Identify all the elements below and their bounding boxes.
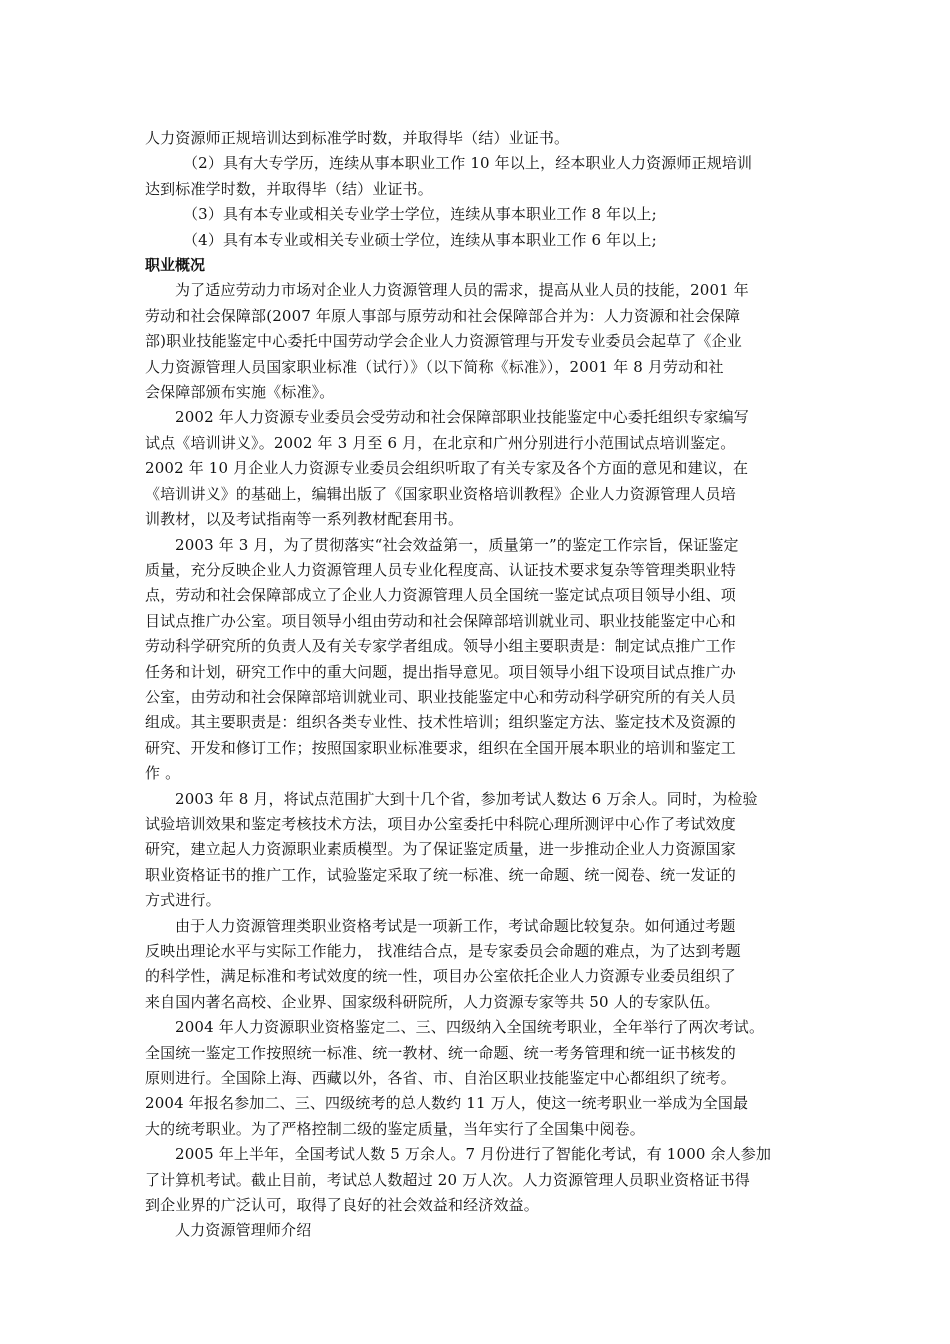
text-line: 达到标准学时数，并取得毕（结）业证书。 xyxy=(145,179,433,198)
text-line: 的科学性，满足标准和考试效度的统一性，项目办公室依托企业人力资源专业委员组织了 xyxy=(145,967,736,986)
text-line: 人力资源管理人员国家职业标准（试行）》（以下简称《标准》），2001 年 8 月劳动和社 xyxy=(145,357,724,376)
text-line: 劳动科学研究所的负责人及有关专家学者组成。领导小组主要职责是：制定试点推广工作 xyxy=(145,637,736,656)
text-line: 研究、开发和修订工作；按照国家职业标准要求，组织在全国开展本职业的培训和鉴定工 xyxy=(145,738,736,757)
text-line: 反映出理论水平与实际工作能力， 找准结合点，是专家委员会命题的难点，为了达到考题 xyxy=(145,942,741,960)
text-line: 2005 年上半年，全国考试人数 5 万余人。7 月份进行了智能化考试，有 1000 余人参加 xyxy=(175,1145,772,1164)
text-line: 组成。其主要职责是：组织各类专业性、技术性培训；组织鉴定方法、鉴定技术及资源的 xyxy=(145,713,736,732)
text-line: 研究，建立起人力资源职业素质模型。为了保证鉴定质量，进一步推动企业人力资源国家 xyxy=(145,840,736,859)
text-line: 点，劳动和社会保障部成立了企业人力资源管理人员全国统一鉴定试点项目领导小组、项 xyxy=(145,586,736,605)
text-line: （2）具有大专学历，连续从事本职业工作 10 年以上，经本职业人力资源师正规培训 xyxy=(183,154,753,173)
text-line: 人力资源师正规培训达到标准学时数，并取得毕（结）业证书。 xyxy=(145,129,570,147)
text-line: 2004 年报名参加二、三、四级统考的总人数约 11 万人，使这一统考职业一举成为全国最 xyxy=(145,1094,749,1113)
document-page xyxy=(145,126,810,1244)
text-line: 2004 年人力资源职业资格鉴定二、三、四级纳入全国统考职业，全年举行了两次考试。 xyxy=(175,1018,765,1037)
text-line: 方式进行。 xyxy=(145,891,221,910)
section-heading: 职业概况 xyxy=(145,256,206,275)
text-line: 试验培训效果和鉴定考核技术方法，项目办公室委托中科院心理所测评中心作了考试效度 xyxy=(145,814,736,833)
text-line: 质量，充分反映企业人力资源管理人员专业化程度高、认证技术要求复杂等管理类职业特 xyxy=(145,560,736,579)
text-line: 《培训讲义》的基础上，编辑出版了《国家职业资格培训教程》企业人力资源管理人员培 xyxy=(145,484,736,503)
text-line: 训教材，以及考试指南等一系列教材配套用书。 xyxy=(145,510,464,529)
text-line: 大的统考职业。为了严格控制二级的鉴定质量，当年实行了全国集中阅卷。 xyxy=(145,1119,645,1138)
text-line: 目试点推广办公室。项目领导小组由劳动和社会保障部培训就业司、职业技能鉴定中心和 xyxy=(145,611,736,630)
text-line: 职业资格证书的推广工作，试验鉴定采取了统一标准、统一命题、统一阅卷、统一发证的 xyxy=(145,865,736,884)
text-line: 任务和计划，研究工作中的重大问题，提出指导意见。项目领导小组下设项目试点推广办 xyxy=(145,662,736,681)
text-line: 试点《培训讲义》。2002 年 3 月至 6 月，在北京和广州分别进行小范围试点培训鉴定。 xyxy=(145,433,736,452)
text-line: 2002 年 10 月企业人力资源专业委员会组织听取了有关专家及各个方面的意见和建议，在 xyxy=(145,459,749,478)
text-line: 劳动和社会保障部(2007 年原人事部与原劳动和社会保障部合并为：人力资源和社会保障 xyxy=(145,306,741,325)
text-line: 2003 年 8 月，将试点范围扩大到十几个省，参加考试人数达 6 万余人。同时，为检验 xyxy=(175,789,758,808)
text-line: 由于人力资源管理类职业资格考试是一项新工作，考试命题比较复杂。如何通过考题 xyxy=(175,916,736,935)
text-line: 会保障部颁布实施《标准》。 xyxy=(145,383,335,402)
text-line: 部)职业技能鉴定中心委托中国劳动学会企业人力资源管理与开发专业委员会起草了《企业 xyxy=(145,332,742,351)
text-line: 了计算机考试。截止目前，考试总人数超过 20 万人次。人力资源管理人员职业资格证书得 xyxy=(145,1170,750,1189)
text-line: 2003 年 3 月，为了贯彻落实“社会效益第一，质量第一”的鉴定工作宗旨，保证鉴定 xyxy=(175,535,739,554)
text-line: 作 。 xyxy=(145,764,181,783)
text-line: 人力资源管理师介绍 xyxy=(175,1221,312,1240)
text-line: 原则进行。全国除上海、西藏以外，各省、市、自治区职业技能鉴定中心都组织了统考。 xyxy=(145,1069,736,1088)
text-line: 2002 年人力资源专业委员会受劳动和社会保障部职业技能鉴定中心委托组织专家编写 xyxy=(175,408,749,427)
text-line: 来自国内著名高校、企业界、国家级科研院所，人力资源专家等共 50 人的专家队伍。 xyxy=(145,992,720,1011)
text-line: 到企业界的广泛认可，取得了良好的社会效益和经济效益。 xyxy=(145,1196,539,1215)
text-line: 公室，由劳动和社会保障部培训就业司、职业技能鉴定中心和劳动科学研究所的有关人员 xyxy=(145,687,736,706)
text-line: 为了适应劳动力市场对企业人力资源管理人员的需求，提高从业人员的技能，2001 年 xyxy=(175,281,749,300)
text-line: （3）具有本专业或相关专业学士学位，连续从事本职业工作 8 年以上; xyxy=(183,205,657,224)
text-line: （4）具有本专业或相关专业硕士学位，连续从事本职业工作 6 年以上; xyxy=(183,230,657,249)
text-line: 全国统一鉴定工作按照统一标准、统一教材、统一命题、统一考务管理和统一证书核发的 xyxy=(145,1043,736,1062)
